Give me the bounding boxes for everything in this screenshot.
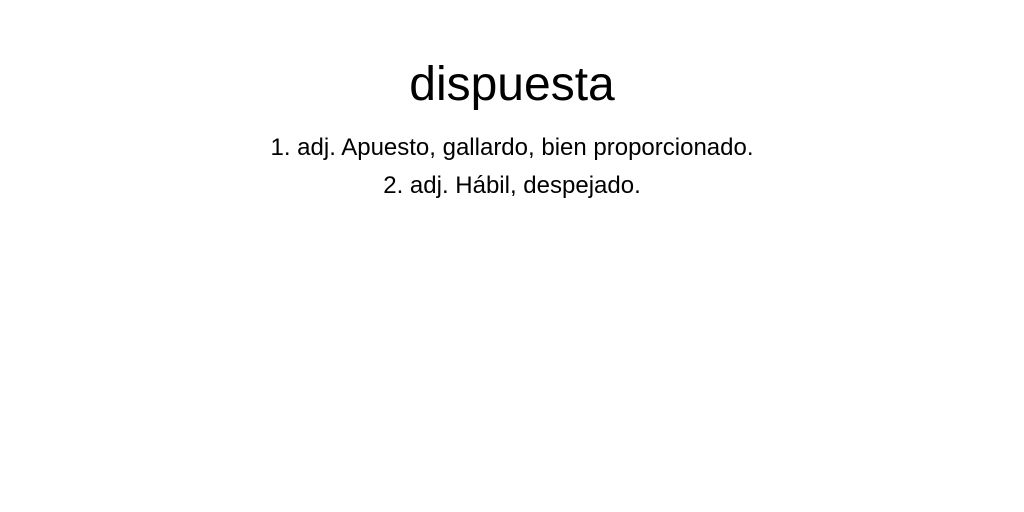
- dictionary-entry: [0, 0, 1024, 205]
- definition-list: [0, 129, 1024, 205]
- definition-2: 2. adj. Hábil, despejado.: [383, 172, 641, 199]
- headword: dispuesta: [409, 58, 615, 111]
- definition-1: 1. adj. Apuesto, gallardo, bien proporcionado.: [270, 134, 754, 161]
